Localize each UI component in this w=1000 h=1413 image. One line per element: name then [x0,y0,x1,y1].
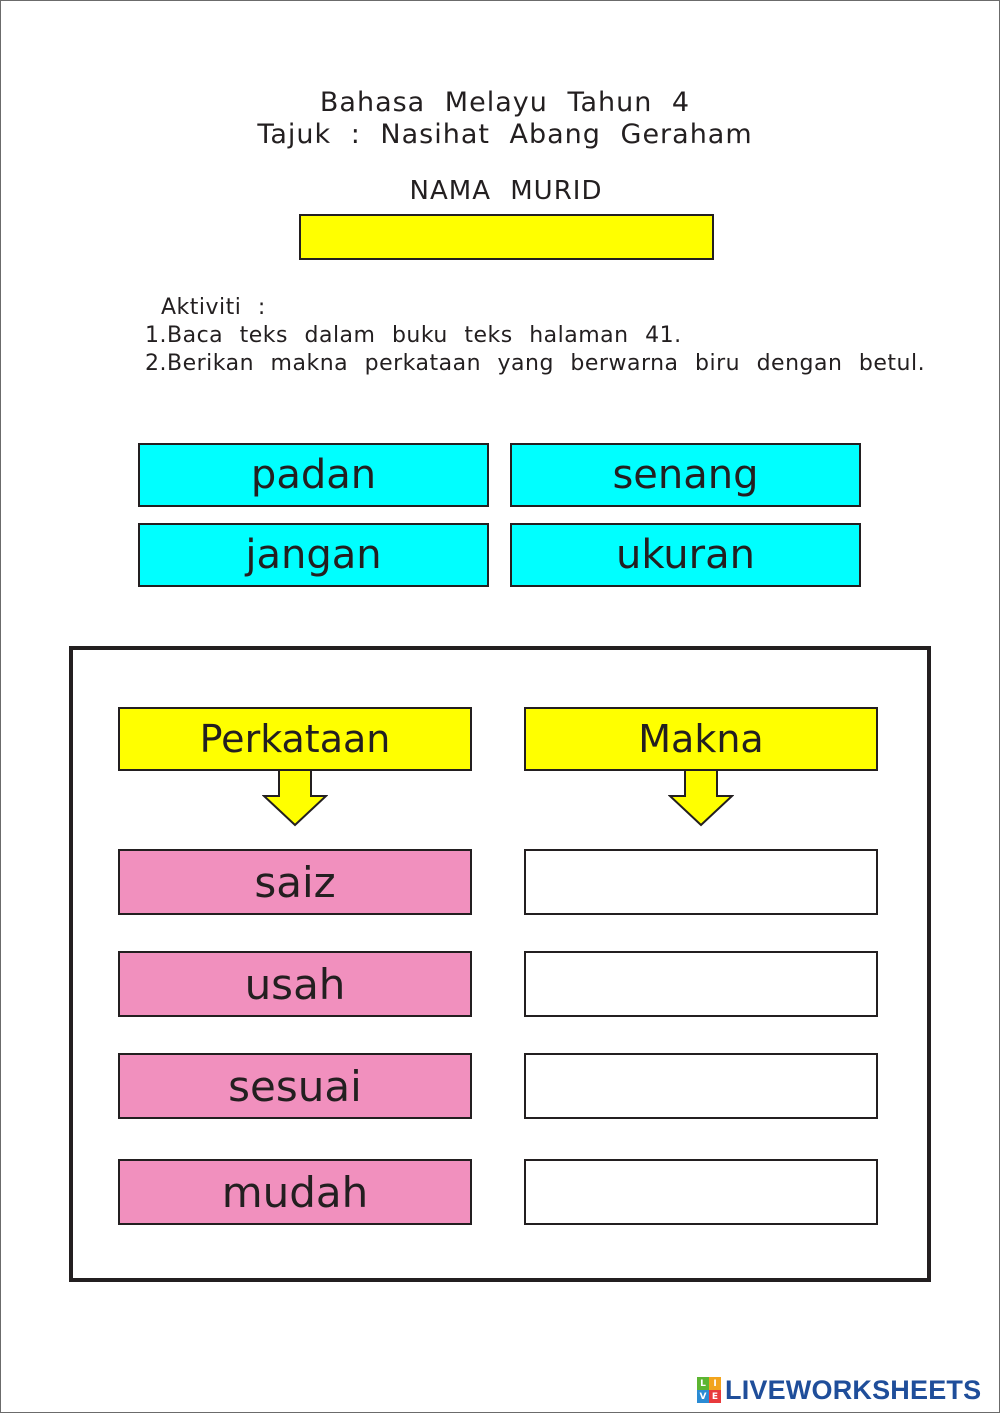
instructions [145,294,925,378]
word-box-sesuai: sesuai [118,1053,472,1119]
arrow-down-icon [262,769,328,827]
instruction-step-2: 2.Berikan makna perkataan yang berwarna biru dengan betul. [145,351,926,376]
arrow-down-icon [668,769,734,827]
topic-title: Tajuk : Nasihat Abang Geraham [257,119,753,150]
student-name-label: NAMA MURID [409,176,603,206]
instruction-step-1: 1.Baca teks dalam buku teks halaman 41. [145,323,682,348]
column-header-perkataan: Perkataan [118,707,472,771]
activity-heading: Aktiviti : [161,295,266,320]
word-tile-senang[interactable]: senang [510,443,861,507]
word-box-mudah: mudah [118,1159,472,1225]
answer-drop-zone[interactable] [524,951,878,1017]
liveworksheets-logo [697,1375,981,1405]
column-header-makna: Makna [524,707,878,771]
subject-title: Bahasa Melayu Tahun 4 [319,87,691,118]
answer-drop-zone[interactable] [524,849,878,915]
liveworksheets-brand-text: LIVEWORKSHEETS [725,1375,982,1405]
word-tile-jangan[interactable]: jangan [138,523,489,587]
word-tile-ukuran[interactable]: ukuran [510,523,861,587]
answer-drop-zone[interactable] [524,1159,878,1225]
word-tile-padan[interactable]: padan [138,443,489,507]
student-name-input[interactable] [299,214,714,260]
word-box-saiz: saiz [118,849,472,915]
word-box-usah: usah [118,951,472,1017]
answer-drop-zone[interactable] [524,1053,878,1119]
liveworksheets-logo-icon: L I V E [697,1377,721,1403]
